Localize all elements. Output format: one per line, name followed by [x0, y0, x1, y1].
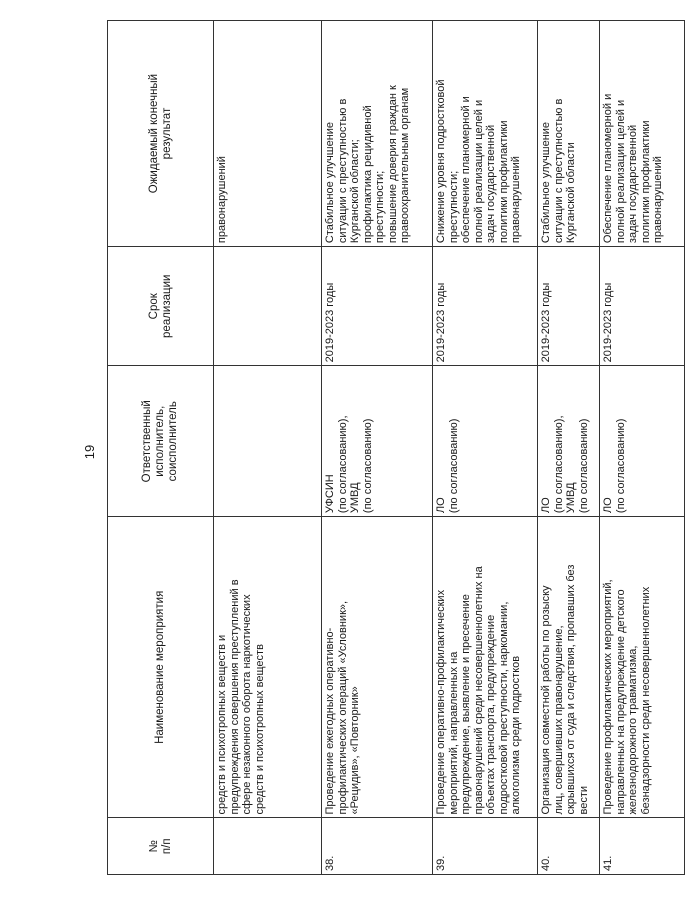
- header-name: Наименование мероприятия: [108, 517, 214, 818]
- row-term: 2019-2023 годы: [433, 247, 538, 366]
- row-name: средств и психотропных веществ и предупреждения совершения преступлений в сфере незаконного оборота наркотических средств и психотропных веществ: [214, 517, 322, 818]
- row-num: 38.: [322, 818, 433, 875]
- measures-table-container: [107, 20, 664, 875]
- row-executor: ЛО (по согласованию): [433, 366, 538, 517]
- table-header-row: [108, 21, 214, 875]
- row-num: 39.: [433, 818, 538, 875]
- row-num: 40.: [538, 818, 600, 875]
- header-executor: Ответственный исполнитель, соисполнитель: [108, 366, 214, 517]
- table-row: [214, 21, 322, 875]
- row-term: [214, 247, 322, 366]
- header-term: Срок реализации: [108, 247, 214, 366]
- row-result: Снижение уровня подростковой преступности; обеспечение планомерной и полной реализации целей и задач государственной политики профилактики правонарушений: [433, 21, 538, 247]
- row-num: 41.: [600, 818, 685, 875]
- header-result: Ожидаемый конечный результат: [108, 21, 214, 247]
- table-row: [433, 21, 538, 875]
- row-executor: ЛО (по согласованию), УМВД (по согласованию): [538, 366, 600, 517]
- row-term: 2019-2023 годы: [538, 247, 600, 366]
- row-name: Проведение ежегодных оперативно- профилактических операций «Условник», «Рецидив», «Повторник»: [322, 517, 433, 818]
- row-term: 2019-2023 годы: [600, 247, 685, 366]
- table-row: [538, 21, 600, 875]
- measures-table: [107, 20, 685, 875]
- row-result: Стабильное улучшение ситуации с преступностью в Курганской области: [538, 21, 600, 247]
- row-executor: ЛО (по согласованию): [600, 366, 685, 517]
- row-executor: УФСИН (по согласованию), УМВД (по согласованию): [322, 366, 433, 517]
- header-num: № п/п: [108, 818, 214, 875]
- row-name: Проведение профилактических мероприятий, направленных на предупреждение детского железнодорожного травматизма, безнадзорности среди несовершеннолетних: [600, 517, 685, 818]
- row-result: правонарушений: [214, 21, 322, 247]
- row-result: Обеспечение планомерной и полной реализации целей и задач государственной политики профилактики правонарушений: [600, 21, 685, 247]
- table-row: [322, 21, 433, 875]
- row-name: Проведение оперативно-профилактических мероприятий, направленных на предупреждение, выявление и пресечение правонарушений среди несовершеннолетних на объектах транспорта, предупреждение подростковой преступности, наркомании, алкоголизма среди подростков: [433, 517, 538, 818]
- page-number: 19: [82, 444, 97, 460]
- row-term: 2019-2023 годы: [322, 247, 433, 366]
- row-name: Организация совместной работы по розыску лиц, совершивших правонарушение, скрывшихся от суда и следствия, пропавших без вести: [538, 517, 600, 818]
- table-row: [600, 21, 685, 875]
- row-executor: [214, 366, 322, 517]
- row-num: [214, 818, 322, 875]
- row-result: Стабильное улучшение ситуации с преступностью в Курганской области; профилактика рецидивной преступности; повышение доверия граждан к правоохранительным органам: [322, 21, 433, 247]
